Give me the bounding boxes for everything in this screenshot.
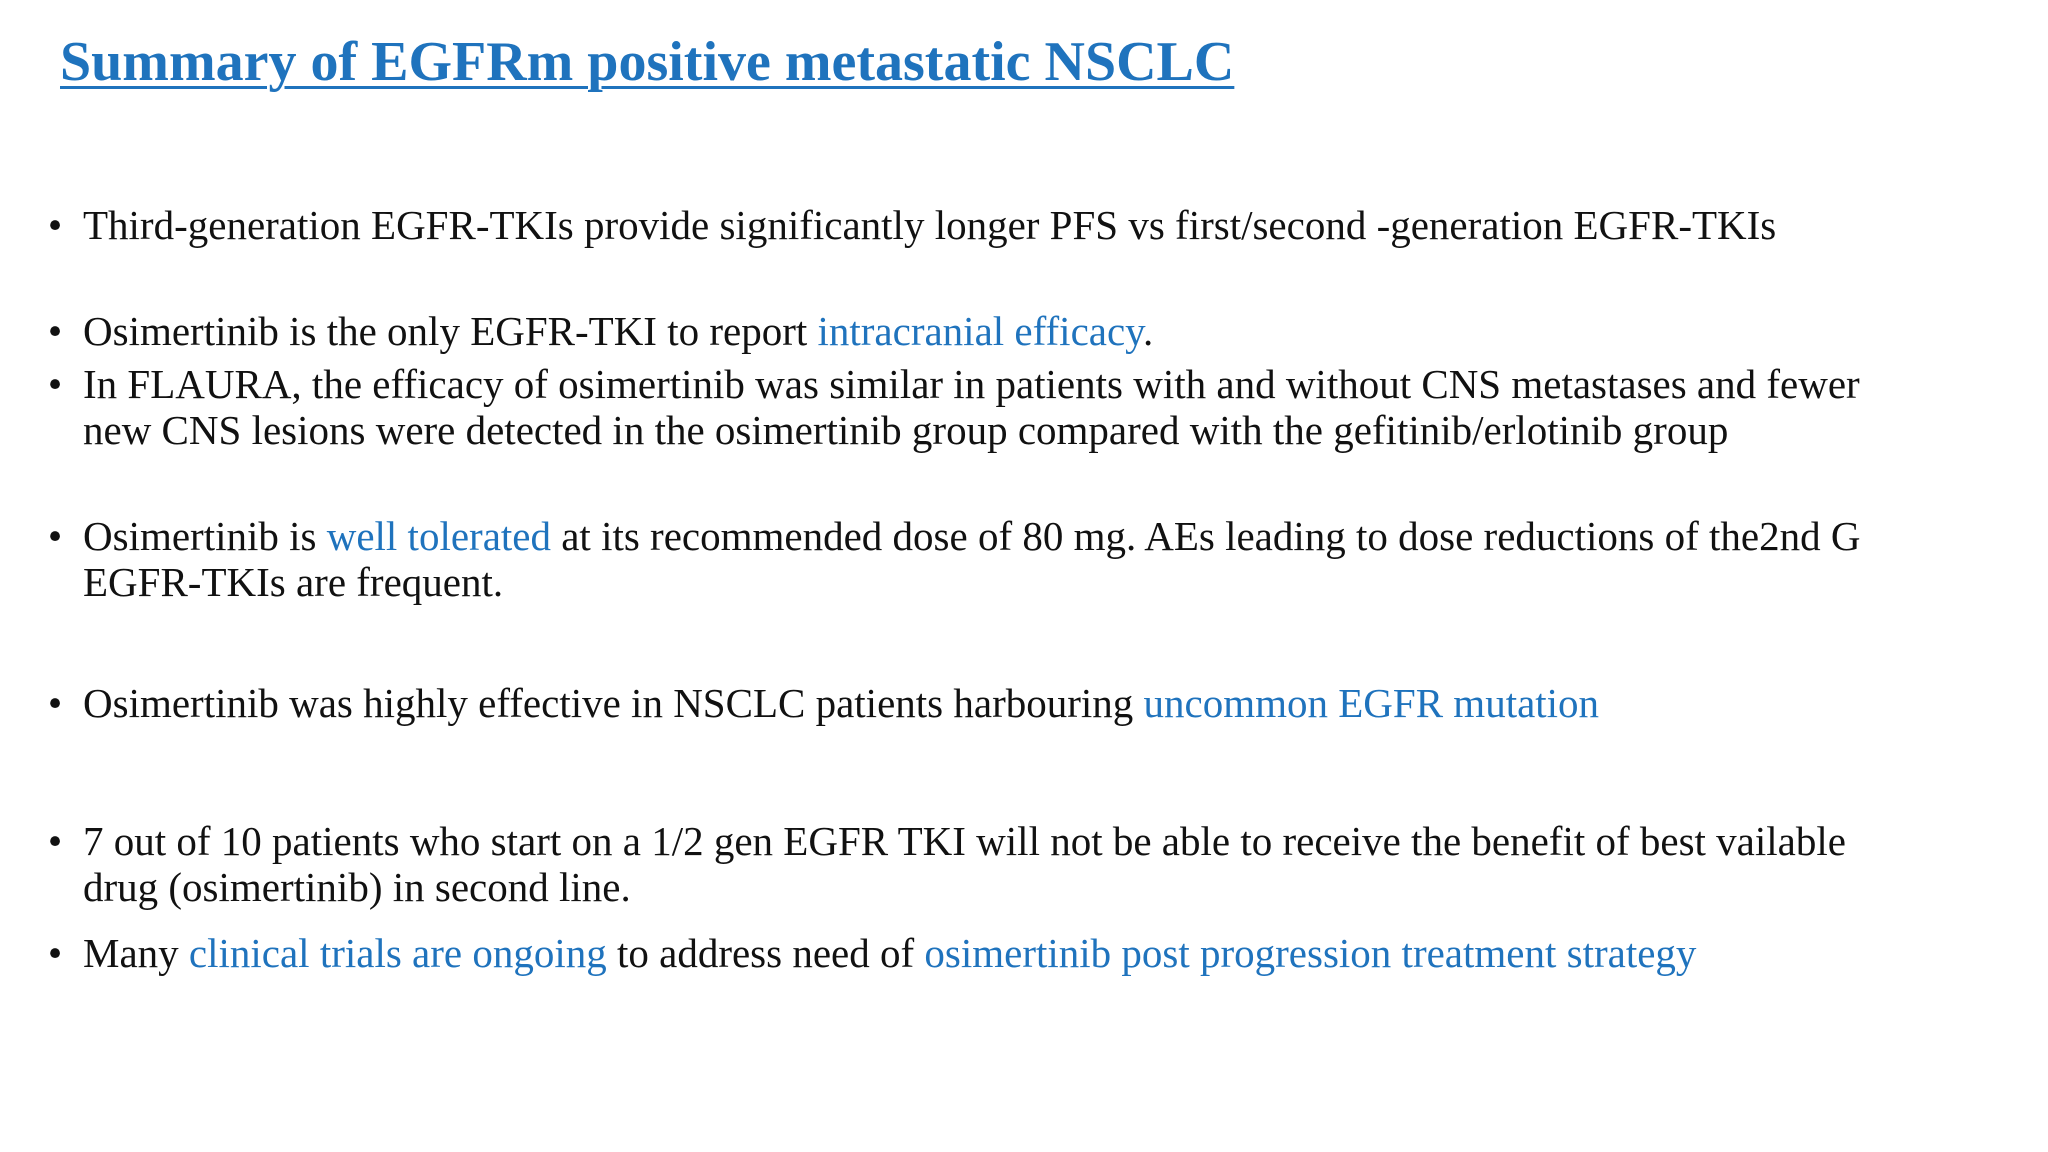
bullet-dot-icon: • xyxy=(47,361,63,407)
bullet-item xyxy=(40,818,2000,910)
bullet-item xyxy=(40,202,2000,248)
bullet-text: Osimertinib is well tolerated at its recommended dose of 80 mg. AEs leading to dose reductions of the2nd G EGFR-TKIs are frequent. xyxy=(83,513,1861,605)
bullet-dot-icon: • xyxy=(47,818,63,864)
bullet-text: 7 out of 10 patients who start on a 1/2 gen EGFR TKI will not be able to receive the benefit of best vailable drug (osimertinib) in second line. xyxy=(83,818,1846,910)
bullet-text: Many clinical trials are ongoing to address need of osimertinib post progression treatment strategy xyxy=(83,930,1697,976)
bullet-text: Third-generation EGFR-TKIs provide significantly longer PFS vs first/second -generation EGFR-TKIs xyxy=(83,202,1777,248)
highlighted-text: clinical trials are ongoing xyxy=(188,930,607,976)
bullet-item xyxy=(40,308,2000,354)
bullet-dot-icon: • xyxy=(47,202,63,248)
bullet-dot-icon: • xyxy=(47,513,63,559)
highlighted-text: uncommon EGFR mutation xyxy=(1143,680,1600,726)
slide-title: Summary of EGFRm positive metastatic NSCLC xyxy=(60,31,1235,93)
highlighted-text: osimertinib post progression treatment strategy xyxy=(924,930,1697,976)
bullet-dot-icon: • xyxy=(47,930,63,976)
bullet-item xyxy=(40,361,2000,453)
highlighted-text: well tolerated xyxy=(326,513,551,559)
bullet-item xyxy=(40,513,2000,605)
bullet-dot-icon: • xyxy=(47,680,63,726)
bullet-text: Osimertinib was highly effective in NSCLC patients harbouring uncommon EGFR mutation xyxy=(83,680,1600,726)
bullet-item xyxy=(40,680,2000,726)
bullet-text: In FLAURA, the efficacy of osimertinib was similar in patients with and without CNS metastases and fewer new CNS lesions were detected in the osimertinib group compared with the gefitinib/erlotinib group xyxy=(83,361,1860,453)
bullet-text: Osimertinib is the only EGFR-TKI to report intracranial efficacy. xyxy=(83,308,1154,354)
bullet-dot-icon: • xyxy=(47,308,63,354)
bullet-item xyxy=(40,930,2000,976)
highlighted-text: intracranial efficacy xyxy=(817,308,1143,354)
